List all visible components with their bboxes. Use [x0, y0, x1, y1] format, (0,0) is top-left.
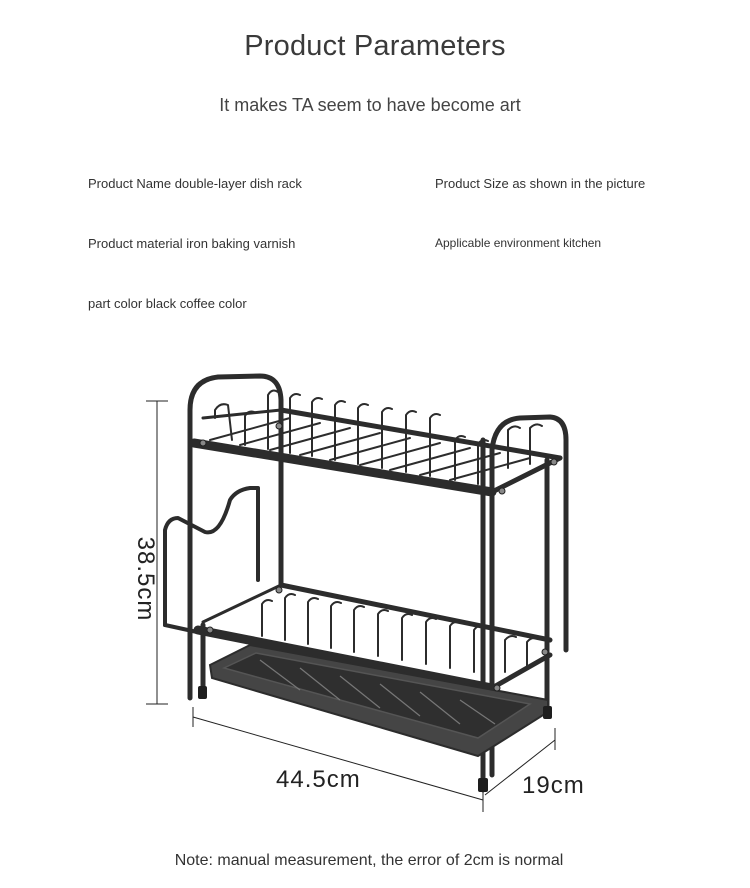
param-environment: Applicable environment kitchen: [435, 236, 602, 250]
height-dimension-label: 38.5cm: [132, 536, 159, 622]
param-product-size: Product Size as shown in the picture: [435, 176, 646, 191]
param-product-material: Product material iron baking varnish: [88, 236, 296, 251]
page-title: Product Parameters: [244, 30, 506, 62]
param-product-name: Product Name double-layer dish rack: [88, 176, 302, 191]
depth-dimension-label: 19cm: [522, 772, 585, 799]
page-subtitle: It makes TA seem to have become art: [219, 95, 521, 115]
width-dimension-label: 44.5cm: [276, 766, 361, 793]
measurement-note: Note: manual measurement, the error of 2cm is normal: [174, 852, 564, 869]
param-color: part color black coffee color: [88, 296, 247, 311]
